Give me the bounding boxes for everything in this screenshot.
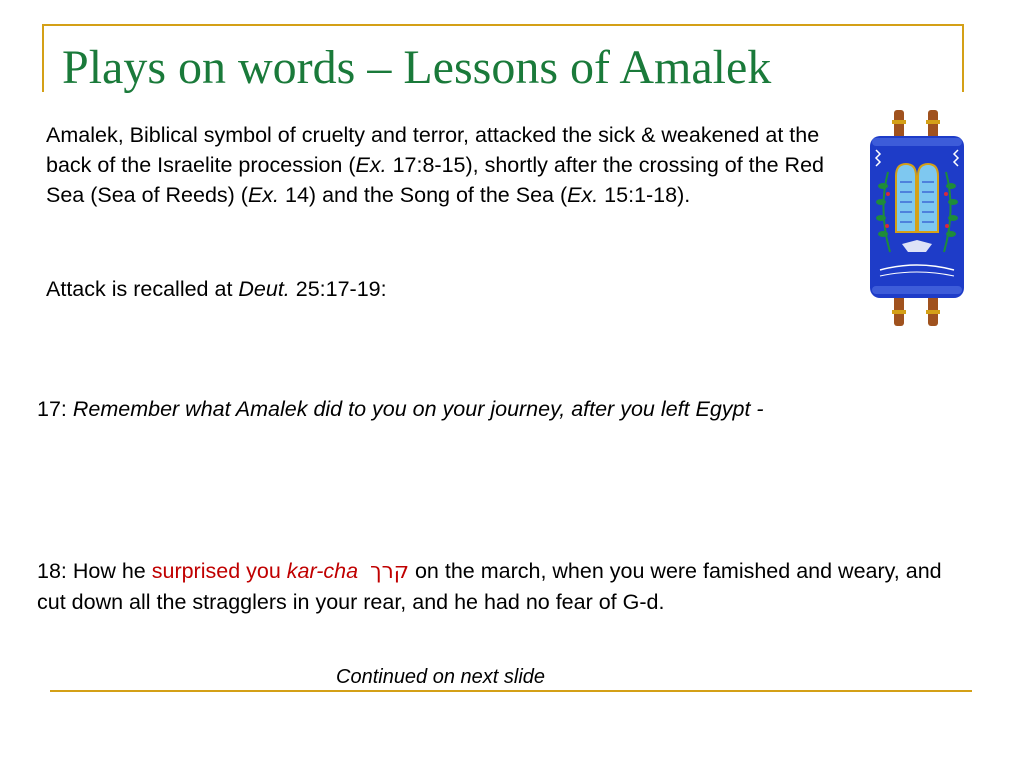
verse-17-paragraph (37, 394, 827, 424)
surprised-you-highlight: surprised you (151, 559, 281, 583)
verse-18-intro: 18: How he (37, 559, 152, 583)
continued-note: Continued on next slide (336, 666, 546, 688)
intro-text-3: 14) and the Song of the Sea ( (279, 183, 568, 208)
intro-text-4: 15:1-18). (598, 183, 691, 208)
verse-17-number: 17: (37, 397, 73, 421)
torah-scroll-icon (866, 110, 968, 328)
verse-17-text: Remember what Amalek did to you on your journey, after you left Egypt - (72, 397, 764, 421)
intro-ref-ex-3: Ex. (567, 183, 599, 208)
recall-text-1: Attack is recalled at (46, 277, 239, 301)
title-frame-top-rule (42, 24, 964, 26)
recall-text-2: 25:17-19: (289, 277, 387, 301)
verse-18-rest: on the march, when you were famished and weary, and cut down all the stragglers in your rear, and he had no fear of G-d. (37, 559, 942, 615)
recall-ref-deut: Deut. (238, 277, 290, 301)
recall-paragraph (46, 274, 856, 304)
intro-paragraph (46, 120, 856, 210)
intro-text-1: Amalek, Biblical symbol of cruelty and terror, attacked the sick & weakened at the back of the Israelite procession ( (46, 123, 820, 178)
intro-ref-ex-1: Ex. (355, 153, 387, 178)
hebrew-word: קרך (370, 559, 409, 584)
title-frame-left-rule (42, 24, 44, 92)
kar-cha-transliteration: kar-cha (286, 559, 359, 583)
footer-rule (50, 690, 972, 692)
verse-18-paragraph (37, 556, 957, 617)
slide-title: Plays on words – Lessons of Amalek (62, 41, 772, 94)
title-frame-right-rule (962, 24, 964, 92)
intro-text-2: 17:8-15), shortly after the crossing of the Red Sea (Sea of Reeds) ( (46, 153, 824, 208)
intro-ref-ex-2: Ex. (247, 183, 280, 208)
